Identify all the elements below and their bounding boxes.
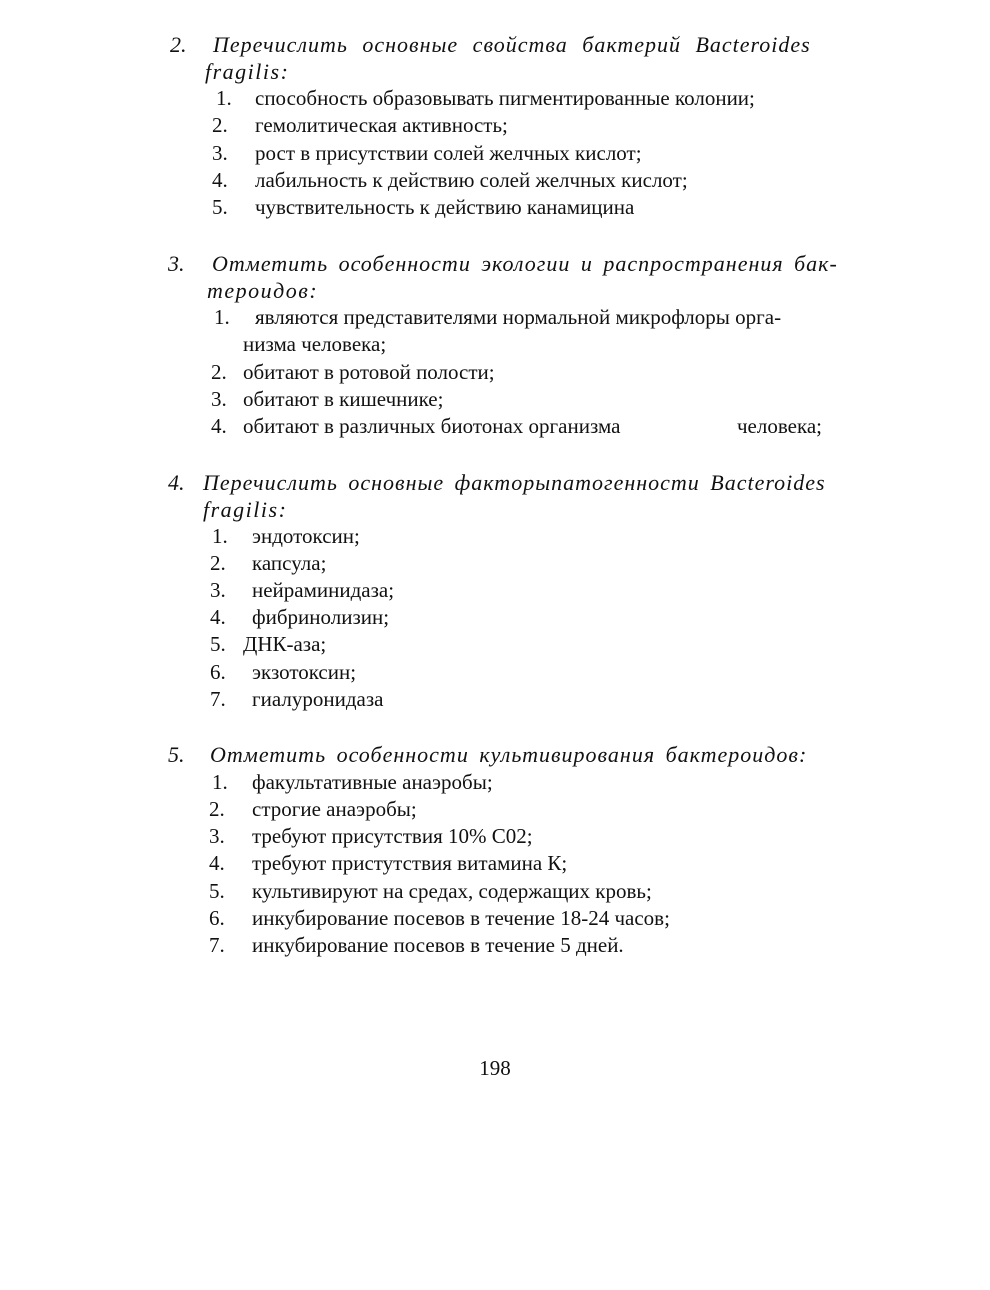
answer-text: требуют присутствия 10% С02; xyxy=(252,824,533,848)
answer-text: нейраминидаза; xyxy=(252,578,395,602)
answer-text: требуют пристутствия витамина К; xyxy=(252,851,568,875)
question-title-continuation: тероидов: xyxy=(207,278,319,303)
answer-number: 1. xyxy=(212,524,228,548)
page-number: 198 xyxy=(479,1056,511,1080)
answer-number: 1. xyxy=(214,305,230,329)
answer-number: 2. xyxy=(209,797,225,821)
answer-number: 2. xyxy=(210,551,226,575)
answer-text: фибринолизин; xyxy=(252,605,390,629)
answer-text-tail: человека; xyxy=(737,414,823,438)
answer-number: 2. xyxy=(212,113,228,137)
answer-text: культивируют на средах, содержащих кровь; xyxy=(252,879,652,903)
question-number: 2. xyxy=(170,32,187,57)
answer-number: 2. xyxy=(211,360,227,384)
answer-number: 4. xyxy=(211,414,227,438)
answer-number: 7. xyxy=(209,933,225,957)
question-number: 3. xyxy=(168,251,185,276)
answer-text: факультативные анаэробы; xyxy=(252,770,493,794)
answer-text: способность образовывать пигментированные колонии; xyxy=(255,86,755,110)
answer-number: 5. xyxy=(212,195,228,219)
answer-number: 4. xyxy=(212,168,228,192)
answer-number: 3. xyxy=(209,824,225,848)
answer-text: эндотоксин; xyxy=(252,524,360,548)
answer-number: 3. xyxy=(211,387,227,411)
answer-number: 6. xyxy=(209,906,225,930)
answer-text: лабильность к действию солей желчных кислот; xyxy=(255,168,688,192)
answer-text: обитают в различных биотонах организма xyxy=(243,414,621,438)
answer-number: 1. xyxy=(216,86,232,110)
question-number: 5. xyxy=(168,742,185,767)
answer-text: обитают в ротовой полости; xyxy=(243,360,495,384)
answer-number: 3. xyxy=(210,578,226,602)
answer-number: 4. xyxy=(210,605,226,629)
answer-text: обитают в кишечнике; xyxy=(243,387,444,411)
answer-text-continuation: низма человека; xyxy=(243,332,387,356)
question-title: Перечислить основные факторыпатогенности Bacteroides xyxy=(203,470,826,495)
answer-text: гиалуронидаза xyxy=(252,687,384,711)
answer-text: чувствительность к действию канамицина xyxy=(255,195,635,219)
answer-text: инкубирование посевов в течение 5 дней. xyxy=(252,933,624,957)
answer-number: 7. xyxy=(210,687,226,711)
answer-number: 5. xyxy=(209,879,225,903)
answer-text: строгие анаэробы; xyxy=(252,797,417,821)
answer-number: 1. xyxy=(212,770,228,794)
answer-number: 3. xyxy=(212,141,228,165)
answer-text: инкубирование посевов в течение 18-24 часов; xyxy=(252,906,670,930)
question-number: 4. xyxy=(168,470,185,495)
answer-number: 4. xyxy=(209,851,225,875)
question-title: Отметить особенности культивирования бактероидов: xyxy=(210,742,808,767)
answer-text: являются представителями нормальной микрофлоры орга- xyxy=(255,305,782,329)
answer-number: 5. xyxy=(210,632,226,656)
answer-text: экзотоксин; xyxy=(252,660,357,684)
question-title-continuation: fragilis: xyxy=(205,59,290,84)
answer-text: ДНК-аза; xyxy=(243,632,327,656)
answer-number: 6. xyxy=(210,660,226,684)
question-title: Отметить особенности экологии и распространения бак- xyxy=(212,251,838,276)
question-title: Перечислить основные свойства бактерий Bacteroides xyxy=(213,32,811,57)
answer-text: гемолитическая активность; xyxy=(255,113,508,137)
answer-text: рост в присутствии солей желчных кислот; xyxy=(255,141,642,165)
answer-text: капсула; xyxy=(252,551,327,575)
question-title-continuation: fragilis: xyxy=(203,497,288,522)
